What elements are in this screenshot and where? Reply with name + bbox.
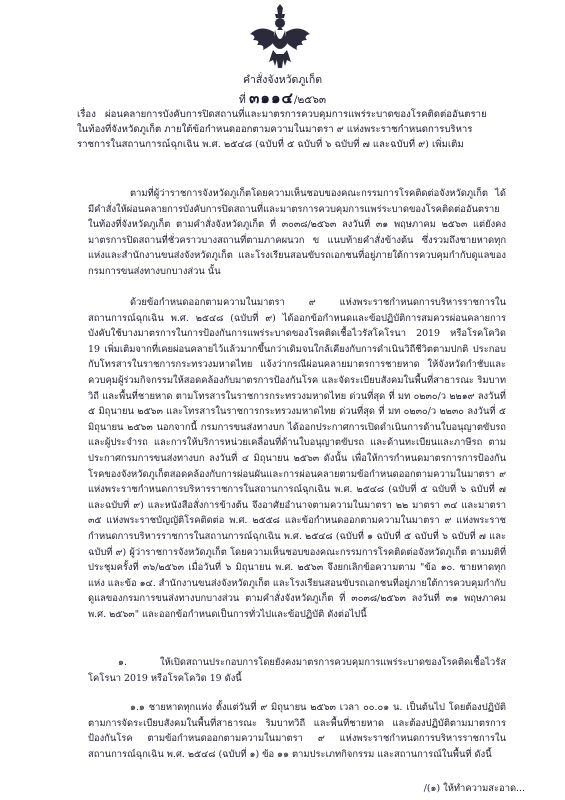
subject-text: ผ่อนคลายการบังคับการปิดสถานที่และมาตรการควบคุมการแพร่ระบาดของโรคติดต่ออันตรายในท้องที่จังหวัดภูเก็ต ภายใต้ข้อกำหนดออกตามความในมาตรา ๙ แห่งพระราชกำหนดการบริหารราชการในสถานการณ์ฉุกเฉิน พ.ศ. ๒๕๔๘ (ฉบับที่ ๕ ฉบับที่ ๖ ฉบับที่ ๗ และฉบับที่ ๙) เพิ่มเติม: [77, 109, 487, 150]
continuation-text: /(๑) ให้ทำความสะอาด...: [423, 783, 525, 794]
subject-label: เรื่อง: [77, 109, 96, 120]
issuer-title: คำสั่งจังหวัดภูเก็ต: [242, 74, 323, 86]
number-prefix: ที่: [238, 94, 246, 106]
clause-1-1: ๑.๑ ชายหาดทุกแห่ง ตั้งแต่วันที่ ๙ มิถุนายน ๒๕๖๓ เวลา ๐๐.๐๑ น. เป็นต้นไป โดยต้องปฏิบัติตามการจัดระเบียบสังคมในพื้นที่สาธารณะ ริมบาทวิถี และพื้นที่ชายหาด และต้องปฏิบัติตามมาตรการป้องกันโรค ตามข้อกำหนดออกตามความในมาตรา ๙ แห่งพระราชกำหนดการบริหารราชการในสถานการณ์ฉุกเฉิน พ.ศ. ๒๕๔๘ (ฉบับที่ ๑) ข้อ ๑๑ ตามประเภทกิจกรรม และสถานการณ์ในพื้นที่ ดังนี้: [88, 702, 506, 760]
paragraph-background: ตามที่ผู้ว่าราชการจังหวัดภูเก็ตโดยความเห็นชอบของคณะกรรมการโรคติดต่อจังหวัดภูเก็ต ได้มีคำสั่งให้ผ่อนคลายการบังคับการปิดสถานที่และมาตรการควบคุมการแพร่ระบาดของโรคติดต่ออันตรายในท้องที่จังหวัดภูเก็ต ตามคำสั่งจังหวัดภูเก็ต ที่ ๓๐๓๘/๒๕๖๓ ลงวันที่ ๓๑ พฤษภาคม ๒๕๖๓ แต่ยังคงมาตรการปิดสถานที่ชั่วคราวบางสถานที่ตามภาคผนวก ข แนบท้ายคำสั่งข้างต้น ซึ่งรวมถึงชายหาดทุกแห่งและสำนักงานขนส่งจังหวัดภูเก็ต และโรงเรียนสอนขับรถเอกชนที่อยู่ภายใต้การควบคุมกำกับดูแลของกรมการขนส่งทางบกบางส่วน นั้น: [88, 188, 506, 277]
order-number: ๓๑๑๔: [249, 89, 294, 107]
garuda-emblem-icon: [247, 4, 313, 70]
year-suffix: /๒๕๖๓: [293, 94, 327, 106]
paragraph-directive: ด้วยข้อกำหนดออกตามความในมาตรา ๙ แห่งพระราชกำหนดการบริหารราชการในสถานการณ์ฉุกเฉิน พ.ศ. ๒๕๔๘ (ฉบับที่ ๙) ได้ออกข้อกำหนดและข้อปฏิบัติการสมควรผ่อนคลายการบังคับใช้บางมาตรการในการป้องกันการแพร่ระบาดของโรคติดเชื้อไวรัสโคโรนา 2019 หรือโรคโควิด 19 เพิ่มเติมจากที่เคยผ่อนคลายไว้แล้วมากขึ้นกว่าเดิมจนใกล้เคียงกับการดำเนินวิถีชีวิตตามปกติ ประกอบกับโทรสารในราชการกระทรวงมหาดไทย แจ้งว่ากรณีผ่อนคลายมาตรการชายหาด ให้จังหวัดกำชับและควบคุมผู้ร่วมกิจกรรมให้สอดคล้องกับมาตรการป้องกันโรค และจัดระเบียบสังคมในพื้นที่สาธารณะ ริมบาทวิถี และพื้นที่ชายหาด ตามโทรสารในราชการกระทรวงมหาดไทย ด่วนที่สุด ที่ มท ๐๒๓๐/ว ๒๒๑๙ ลงวันที่ ๕ มิถุนายน ๒๕๖๓ และโทรสารในราชการกระทรวงมหาดไทย ด่วนที่สุด ที่ มท ๐๒๓๐/ว ๒๒๓๐ ลงวันที่ ๕ มิถุนายน ๒๕๖๓ นอกจากนี้ กรมการขนส่งทางบก ได้ออกประกาศการเปิดดำเนินการด้านใบอนุญาตขับรถและผู้ประจำรถ และการให้บริการหน่วยเคลื่อนที่ด้านใบอนุญาตขับรถ และด้านทะเบียนและภาษีรถ ตามประกาศกรมการขนส่งทางบก ลงวันที่ ๔ มิถุนายน ๒๕๖๓ ดังนั้น เพื่อให้การกำหนดมาตรการการป้องกันโรคของจังหวัดภูเก็ตสอดคล้องกับการผ่อนผันและการผ่อนคลายตามข้อกำหนดออกตามความในมาตรา ๙ แห่งพระราชกำหนดการบริหารราชการในสถานการณ์ฉุกเฉิน พ.ศ. ๒๕๔๘ (ฉบับที่ ๕ ฉบับที่ ๖ ฉบับที่ ๗ และฉบับที่ ๙) และหนังสือสั่งการข้างต้น จึงอาศัยอำนาจตามความในมาตรา ๒๒ มาตรา ๓๔ และมาตรา ๓๕ แห่งพระราชบัญญัติโรคติดต่อ พ.ศ. ๒๕๕๘ และข้อกำหนดออกตามความในมาตรา ๙ แห่งพระราชกำหนดการบริหารราชการในสถานการณ์ฉุกเฉิน พ.ศ. ๒๕๔๘ (ฉบับที่ ๑ ฉบับที่ ๕ ฉบับที่ ๖ ฉบับที่ ๗ และฉบับที่ ๙) ผู้ว่าราชการจังหวัดภูเก็ต โดยความเห็นชอบของคณะกรรมการโรคติดต่อจังหวัดภูเก็ต ตามมติที่ประชุมครั้งที่ ๓๖/๒๕๖๓ เมื่อวันที่ ๖ มิถุนายน พ.ศ. ๒๕๖๓ จึงยกเลิกข้อความตาม "ข้อ ๑๐. ชายหาดทุกแห่ง และข้อ ๑๔. สำนักงานขนส่งจังหวัดภูเก็ต และโรงเรียนสอนขับรถเอกชนที่อยู่ภายใต้การควบคุมกำกับดูแลของกรมการขนส่งทางบกบางส่วน ตามคำสั่งจังหวัดภูเก็ต ที่ ๓๐๓๘/๒๕๖๓ ลงวันที่ ๓๑ พฤษภาคม พ.ศ. ๒๕๖๓" และออกข้อกำหนดเป็นการทั่วไปและข้อปฏิบัติ ดังต่อไปนี้: [88, 297, 506, 620]
subject-line: [77, 107, 497, 152]
clause-1: ๑. ให้เปิดสถานประกอบการโดยยังคงมาตรการควบคุมการแพร่ระบาดของโรคติดเชื้อไวรัสโคโรนา 2019 หรือโรคโควิด 19 ดังนี้: [88, 657, 506, 684]
